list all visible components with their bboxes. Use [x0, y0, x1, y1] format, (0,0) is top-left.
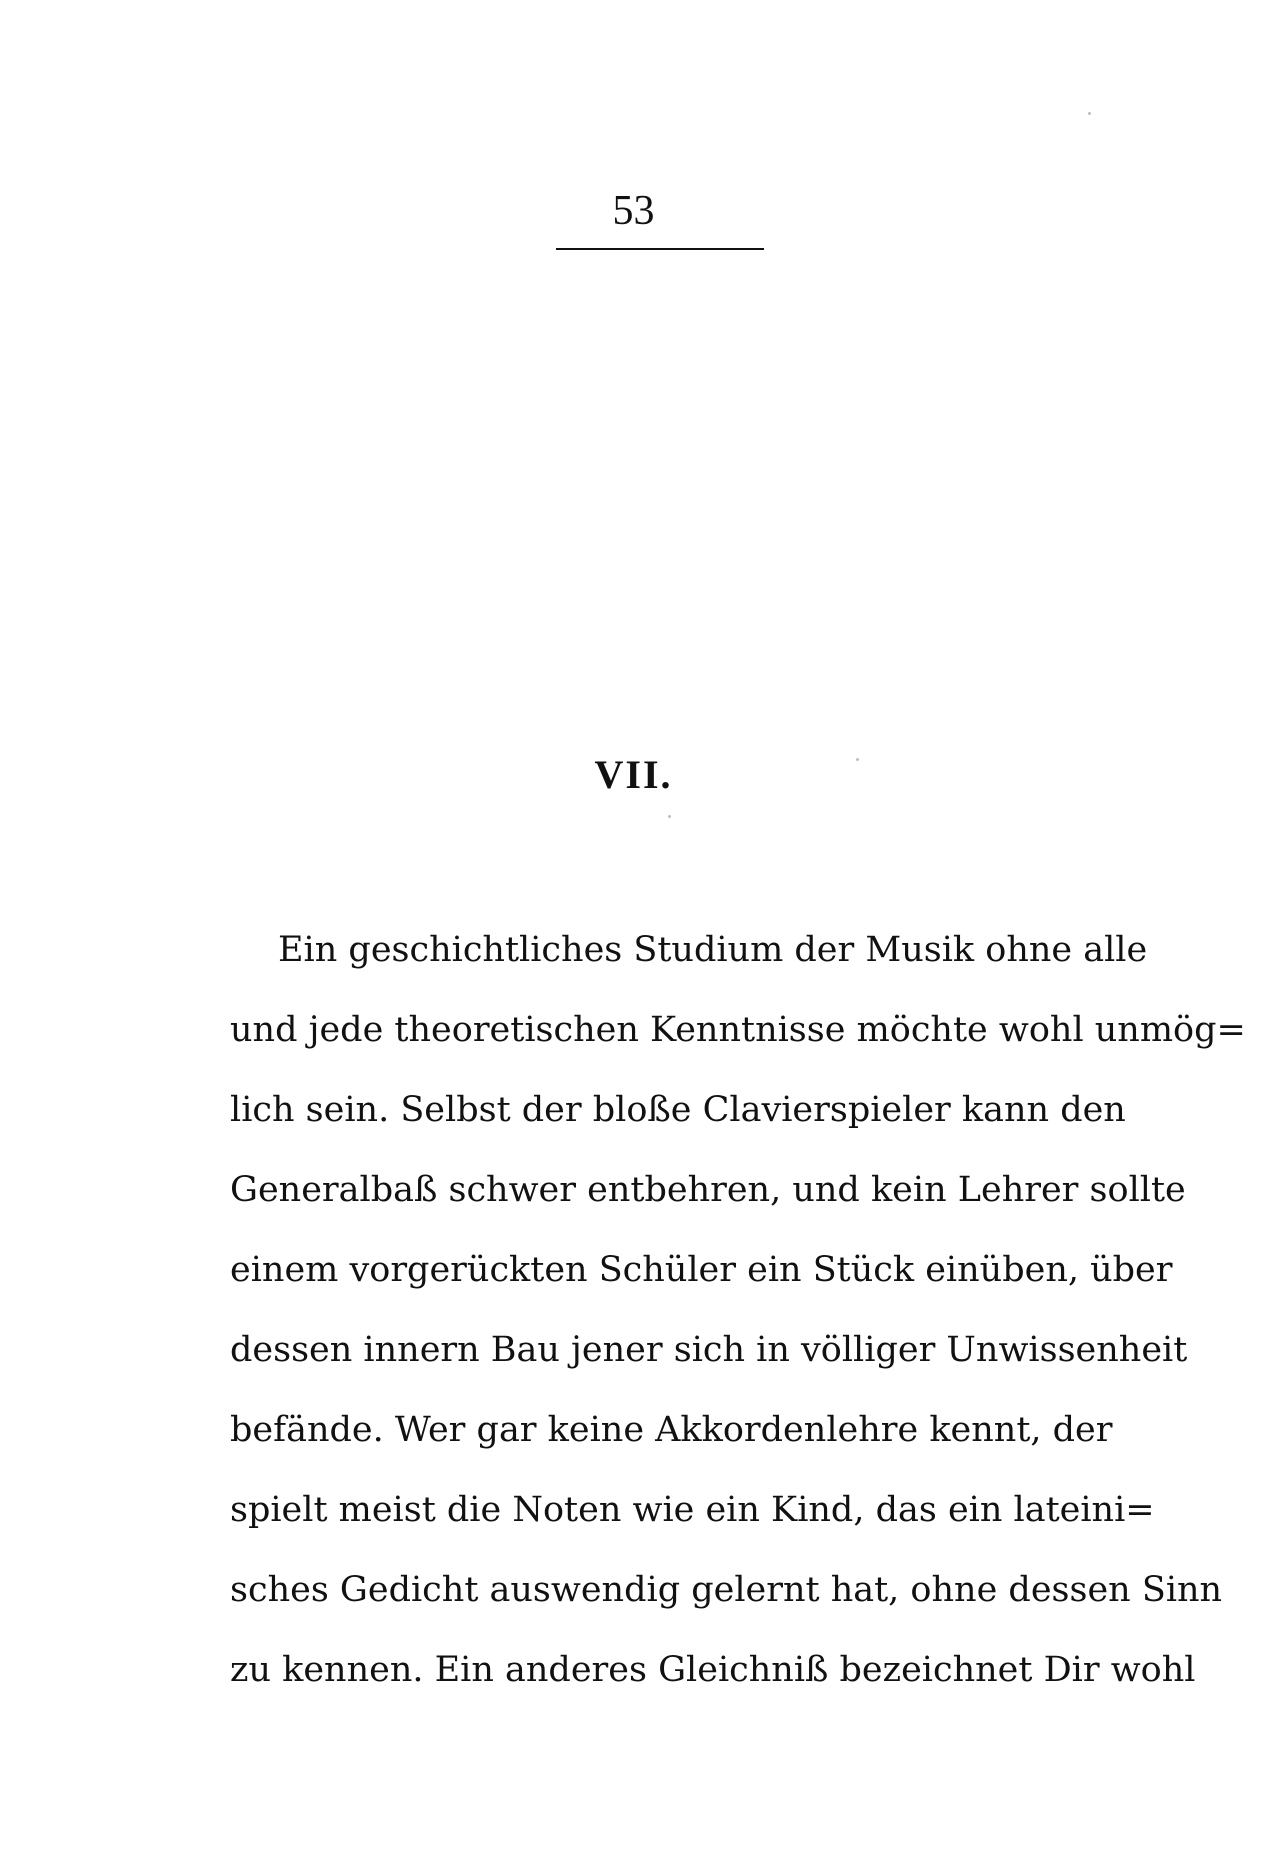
text-line: einem vorgerückten Schüler ein Stück einüben, über [230, 1250, 1173, 1290]
text-line: und jede theoretischen Kenntnisse möchte wohl unmög= [230, 1010, 1246, 1050]
text-line: lich sein. Selbst der bloße Clavierspieler kann den [230, 1090, 1126, 1130]
text-line: Generalbaß schwer entbehren, und kein Lehrer sollte [230, 1170, 1186, 1210]
page-number: 53 [612, 188, 655, 234]
paper-speck [1088, 112, 1091, 115]
text-line: sches Gedicht auswendig gelernt hat, ohne dessen Sinn [230, 1570, 1223, 1610]
paper-speck [856, 758, 859, 761]
text-line: zu kennen. Ein anderes Gleichniß bezeichnet Dir wohl [230, 1650, 1196, 1690]
text-line: dessen innern Bau jener sich in völliger Unwissenheit [230, 1330, 1188, 1370]
text-line: befände. Wer gar keine Akkordenlehre kennt, der [230, 1410, 1113, 1450]
paper-speck [668, 815, 671, 818]
header-rule [556, 248, 764, 250]
chapter-heading: VII. [594, 752, 673, 797]
text-line: Ein geschichtliches Studium der Musik ohne alle [278, 930, 1148, 970]
body-text [230, 910, 1246, 1710]
text-line: spielt meist die Noten wie ein Kind, das ein lateini= [230, 1490, 1155, 1530]
